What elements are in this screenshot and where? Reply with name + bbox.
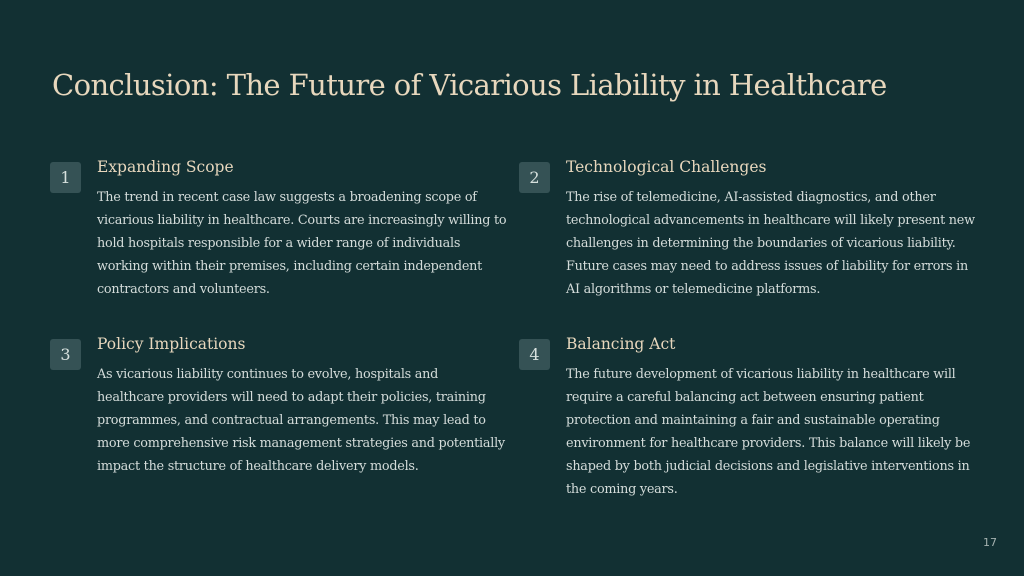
point-heading: Technological Challenges [566, 158, 767, 176]
point-description: As vicarious liability continues to evolve, hospitals and healthcare providers will need to adapt their policies, training programmes, and contractual arrangements. This may lead to more comprehensive risk management strategies and potentially impact the structure of healthcare delivery models. [97, 367, 505, 474]
point-description: The trend in recent case law suggests a broadening scope of vicarious liability in healthcare. Courts are increasingly willing to hold hospitals responsible for a wider range of individuals working within their premises, including certain independent contractors and volunteers. [97, 190, 507, 297]
point-heading: Expanding Scope [97, 158, 234, 176]
point-description: The rise of telemedicine, AI-assisted diagnostics, and other technological advancements in healthcare will likely present new challenges in determining the boundaries of vicarious liability. Future cases may need to address issues of liability for errors in AI algorithms or telemedicine platforms. [566, 190, 975, 297]
point-number-badge: 1 [50, 162, 81, 193]
point-number-badge: 4 [519, 339, 550, 370]
point-heading: Balancing Act [566, 335, 676, 353]
slide-title: Conclusion: The Future of Vicarious Liability in Healthcare [52, 68, 887, 102]
page-number: 17 [983, 536, 997, 549]
point-heading: Policy Implications [97, 335, 246, 353]
point-description: The future development of vicarious liability in healthcare will require a careful balancing act between ensuring patient protection and maintaining a fair and sustainable operating environment for healthcare providers. This balance will likely be shaped by both judicial decisions and legislative interventions in the coming years. [566, 367, 971, 497]
point-number-badge: 3 [50, 339, 81, 370]
point-number-badge: 2 [519, 162, 550, 193]
